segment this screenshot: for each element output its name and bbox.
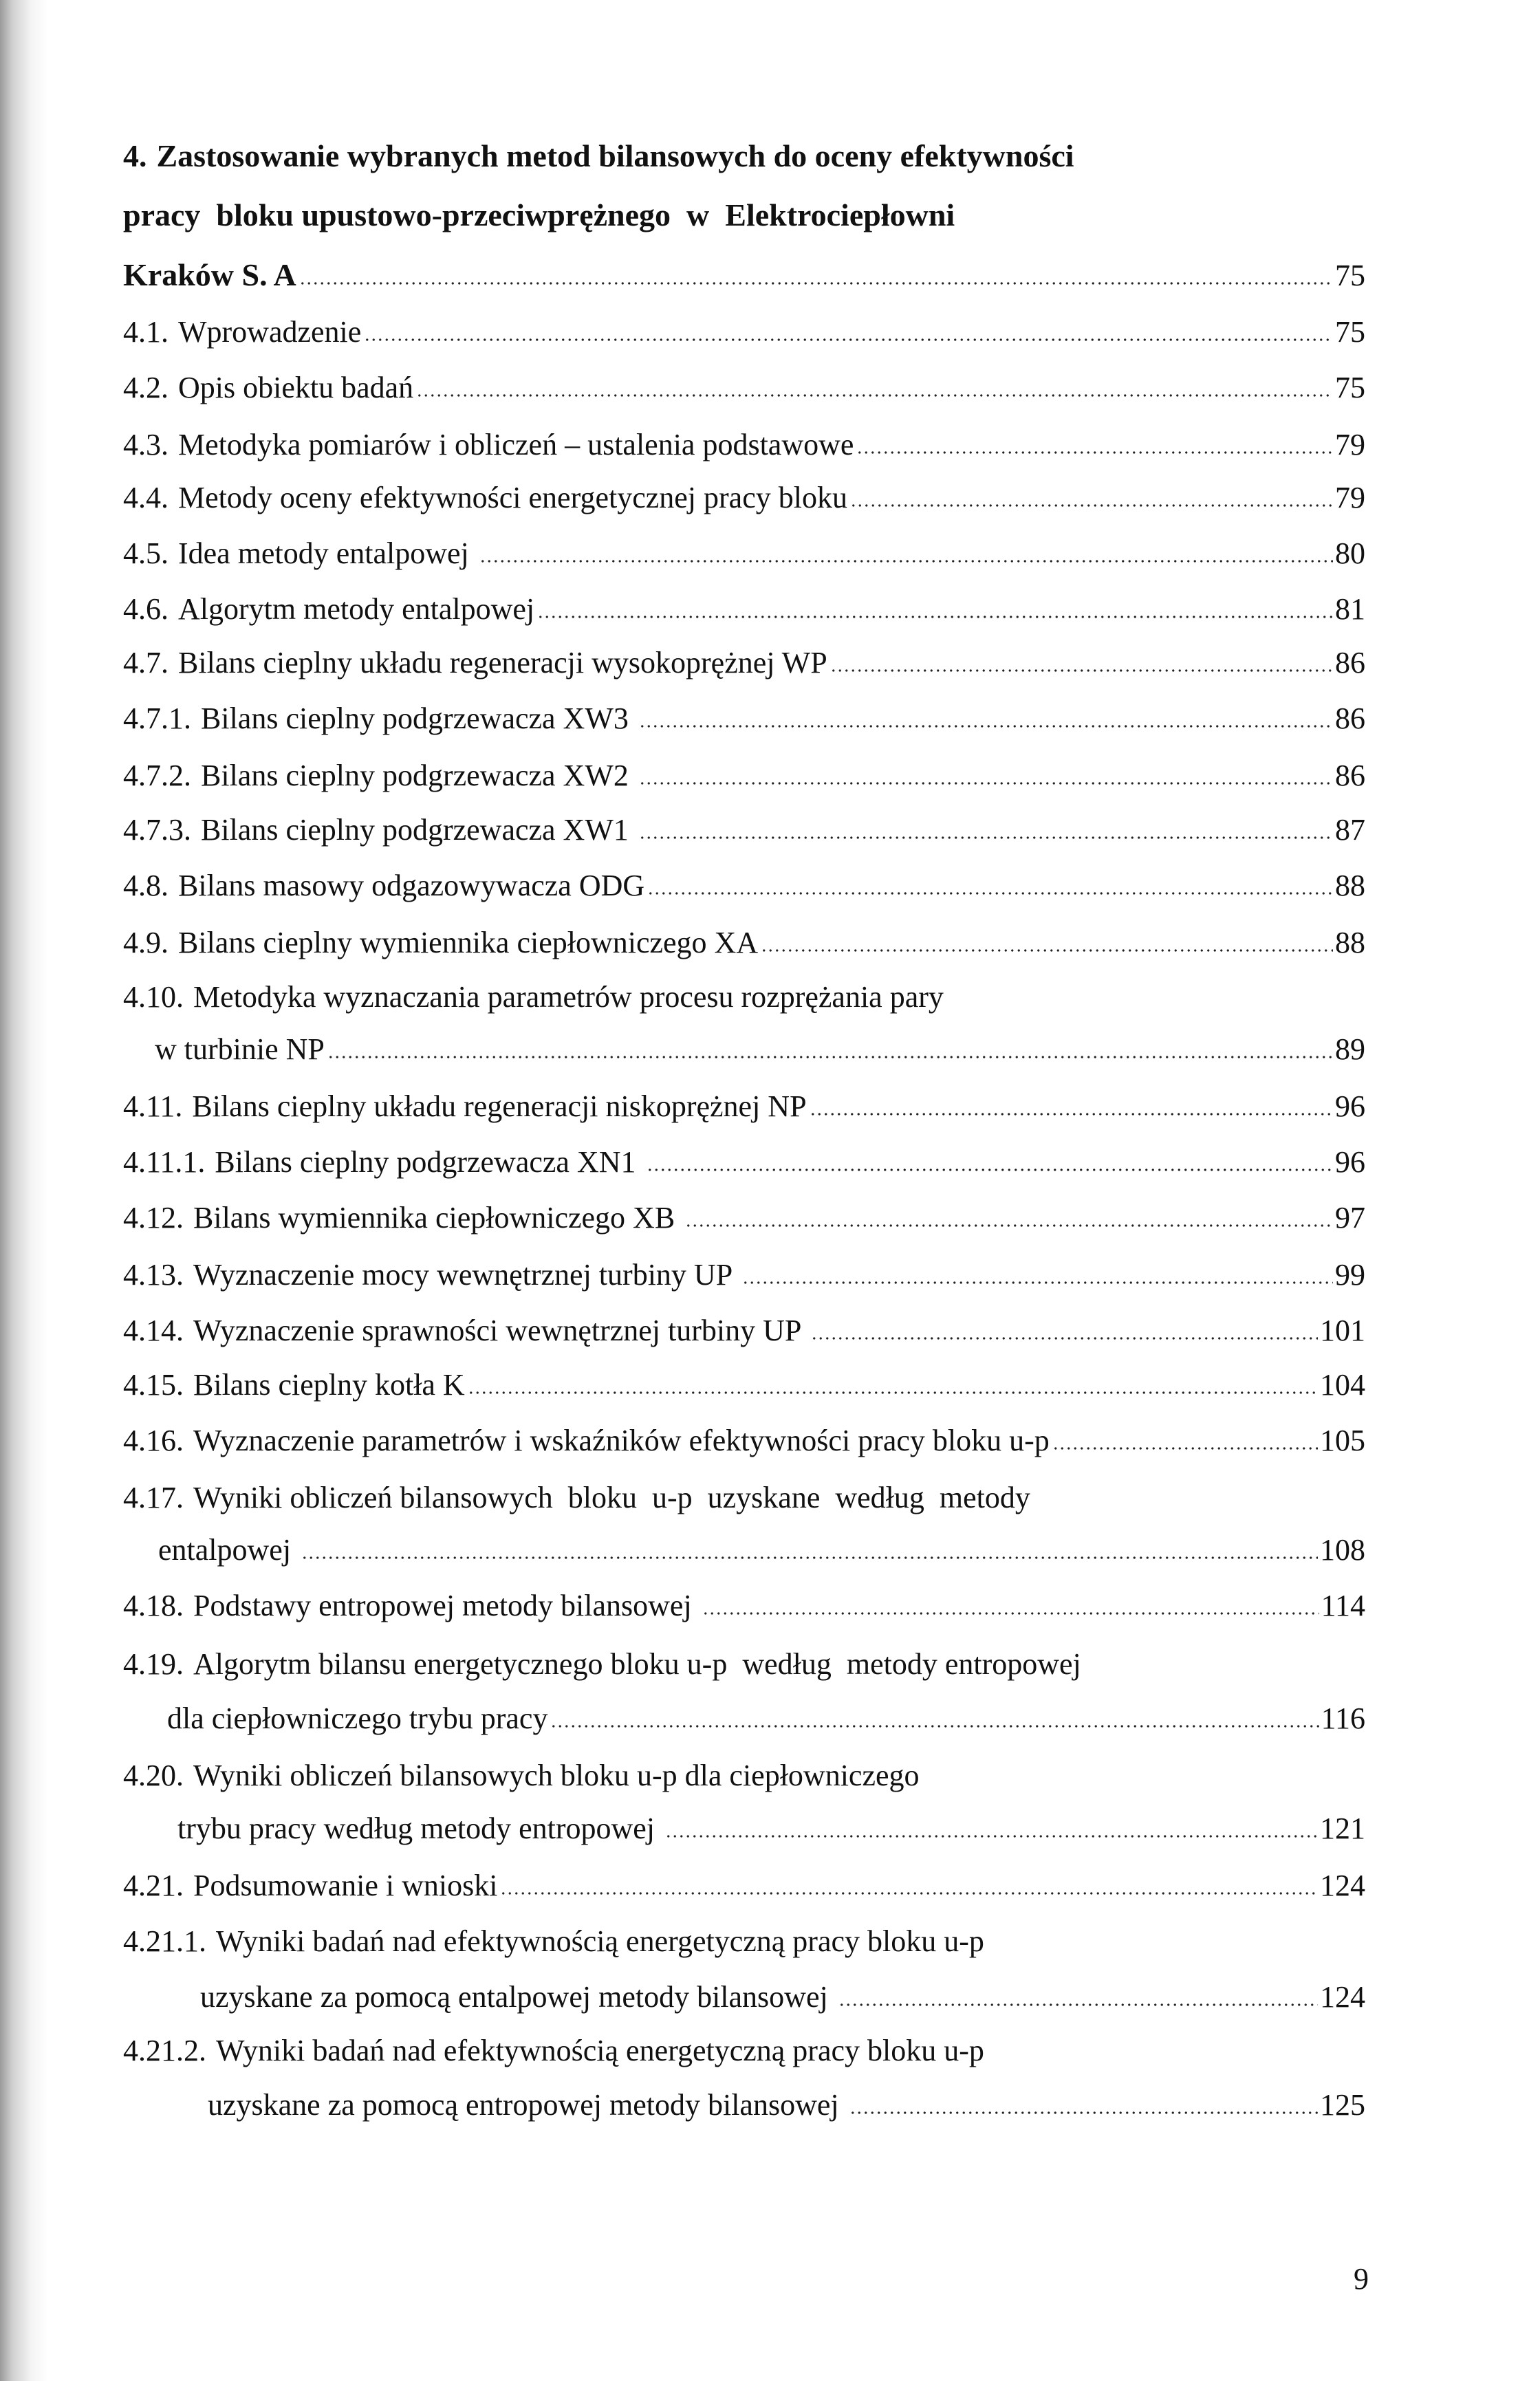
toc-title: Idea metody entalpowej xyxy=(178,536,477,570)
dot-leader xyxy=(647,891,1333,895)
dot-leader xyxy=(299,281,1333,285)
toc-entry xyxy=(0,590,1365,629)
dot-leader xyxy=(416,393,1333,398)
toc-page: 116 xyxy=(1321,1702,1365,1735)
toc-chapter-heading-cont xyxy=(0,196,1365,235)
toc-title: Kraków S. A xyxy=(123,257,296,292)
toc-title: Opis obiektu badań xyxy=(178,371,414,404)
toc-page: 88 xyxy=(1335,869,1365,902)
toc-entry xyxy=(0,1087,1365,1126)
dot-leader xyxy=(479,559,1333,563)
toc-entry xyxy=(0,1312,1365,1350)
toc-title: Bilans cieplny podgrzewacza XW3 xyxy=(201,702,636,735)
toc-page: 96 xyxy=(1335,1145,1365,1179)
dot-leader xyxy=(850,503,1333,508)
scan-edge-shadow xyxy=(0,0,48,2381)
toc-number: 4.1. xyxy=(123,315,169,349)
toc-page: 75 xyxy=(1335,315,1365,349)
toc-entry xyxy=(0,1479,1365,1517)
dot-leader xyxy=(830,668,1333,673)
dot-leader xyxy=(639,836,1333,840)
toc-entry-cont xyxy=(0,1809,1365,1848)
toc-number: 4.15. xyxy=(123,1368,184,1402)
toc-title: Wyznaczenie sprawności wewnętrznej turbiny UP xyxy=(193,1314,808,1347)
toc-title: dla ciepłowniczego trybu pracy xyxy=(167,1702,548,1735)
toc-title: Wyniki badań nad efektywnością energetyczną pracy bloku u-p xyxy=(216,2034,984,2067)
toc-title: Wyniki obliczeń bilansowych bloku u-p uzyskane według metody xyxy=(193,1481,1030,1514)
toc-number: 4.2. xyxy=(123,371,169,404)
toc-page: 97 xyxy=(1335,1201,1365,1235)
toc-entry xyxy=(0,1366,1365,1404)
dot-leader xyxy=(702,1611,1319,1616)
toc-page: 124 xyxy=(1320,1980,1365,2014)
toc-entry xyxy=(0,1922,1365,1961)
toc-page: 86 xyxy=(1335,759,1365,792)
toc-page: 114 xyxy=(1321,1589,1365,1622)
toc-title: Bilans cieplny kotła K xyxy=(193,1368,465,1402)
toc-page: 79 xyxy=(1335,428,1365,461)
toc-page: 101 xyxy=(1320,1314,1365,1347)
toc-page: 80 xyxy=(1335,536,1365,570)
toc-page: 75 xyxy=(1335,371,1365,404)
dot-leader xyxy=(665,1834,1318,1838)
toc-title: uzyskane za pomocą entropowej metody bilansowej xyxy=(208,2088,847,2122)
toc-title: Wyznaczenie parametrów i wskaźników efektywności pracy bloku u-p xyxy=(193,1424,1050,1457)
toc-title: Bilans cieplny wymiennika ciepłowniczego XA xyxy=(178,926,759,959)
toc-number: 4.21.1. xyxy=(123,1924,206,1958)
toc-title: Bilans cieplny podgrzewacza XW2 xyxy=(201,759,636,792)
dot-leader xyxy=(838,2003,1318,2007)
toc-title: Wyniki badań nad efektywnością energetyczną pracy bloku u-p xyxy=(216,1924,984,1958)
toc-title: w turbinie NP xyxy=(155,1032,325,1066)
toc-title: Bilans wymiennika ciepłowniczego XB xyxy=(193,1201,683,1235)
toc-entry-cont xyxy=(0,1978,1365,2016)
toc-page: 121 xyxy=(1320,1812,1365,1845)
toc-title: Bilans cieplny układu regeneracji niskoprężnej NP xyxy=(192,1089,807,1123)
dot-leader xyxy=(742,1281,1333,1285)
toc-entry-cont xyxy=(0,1030,1365,1069)
toc-entry xyxy=(0,313,1365,351)
toc-number: 4.10. xyxy=(123,980,184,1014)
toc-title: Bilans cieplny układu regeneracji wysokoprężnej WP xyxy=(178,646,827,679)
dot-leader xyxy=(810,1112,1333,1116)
toc-number: 4. xyxy=(123,138,147,173)
toc-title: Metodyka wyznaczania parametrów procesu rozprężania pary xyxy=(193,980,944,1014)
dot-leader xyxy=(849,2111,1318,2115)
toc-chapter-heading-cont xyxy=(0,256,1365,294)
toc-number: 4.14. xyxy=(123,1314,184,1347)
toc-page: 81 xyxy=(1335,592,1365,626)
toc-entry xyxy=(0,811,1365,849)
toc-title: Bilans cieplny podgrzewacza XW1 xyxy=(201,813,636,847)
toc-number: 4.18. xyxy=(123,1589,184,1622)
toc-number: 4.20. xyxy=(123,1759,184,1792)
toc-number: 4.8. xyxy=(123,869,169,902)
toc-title: Wyniki obliczeń bilansowych bloku u-p dla ciepłowniczego xyxy=(193,1759,920,1792)
dot-leader xyxy=(468,1391,1318,1395)
toc-number: 4.21.2. xyxy=(123,2034,206,2067)
toc-page: 75 xyxy=(1335,259,1365,292)
toc-number: 4.12. xyxy=(123,1201,184,1235)
toc-page: 86 xyxy=(1335,646,1365,679)
toc-title: Wprowadzenie xyxy=(178,315,362,349)
toc-number: 4.7.2. xyxy=(123,759,191,792)
toc-page: 108 xyxy=(1320,1533,1365,1567)
toc-title: Metody oceny efektywności energetycznej pracy bloku xyxy=(178,481,847,514)
dot-leader xyxy=(685,1224,1333,1228)
toc-number: 4.11.1. xyxy=(123,1145,206,1179)
toc-entry xyxy=(0,1422,1365,1460)
toc-title: uzyskane za pomocą entalpowej metody bilansowej xyxy=(200,1980,836,2014)
toc-entry xyxy=(0,867,1365,905)
toc-number: 4.13. xyxy=(123,1258,184,1292)
toc-number: 4.3. xyxy=(123,428,169,461)
toc-entry xyxy=(0,1867,1365,1905)
dot-leader xyxy=(301,1556,1318,1560)
toc-number: 4.17. xyxy=(123,1481,184,1514)
dot-leader xyxy=(550,1724,1319,1728)
toc-number: 4.21. xyxy=(123,1869,184,1902)
toc-page: 96 xyxy=(1335,1089,1365,1123)
toc-title: Bilans masowy odgazowywacza ODG xyxy=(178,869,645,902)
toc-number: 4.7.1. xyxy=(123,702,191,735)
toc-title: Podstawy entropowej metody bilansowej xyxy=(193,1589,699,1622)
toc-entry-cont xyxy=(0,2086,1365,2124)
toc-entry xyxy=(0,1199,1365,1237)
dot-leader xyxy=(364,338,1333,342)
dot-leader xyxy=(537,615,1333,619)
toc-entry xyxy=(0,2032,1365,2070)
toc-title: Podsumowanie i wnioski xyxy=(193,1869,498,1902)
toc-entry xyxy=(0,534,1365,573)
toc-number: 4.7. xyxy=(123,646,169,679)
toc-number: 4.4. xyxy=(123,481,169,514)
toc-chapter-heading xyxy=(0,137,1365,175)
dot-leader xyxy=(639,781,1333,785)
dot-leader xyxy=(761,948,1333,953)
toc-number: 4.9. xyxy=(123,926,169,959)
toc-title: Algorytm metody entalpowej xyxy=(178,592,535,626)
toc-title: Zastosowanie wybranych metod bilansowych do oceny efektywności xyxy=(156,138,1074,173)
dot-leader xyxy=(856,450,1333,455)
dot-leader xyxy=(811,1336,1318,1340)
dot-leader xyxy=(327,1055,1333,1059)
dot-leader xyxy=(639,724,1333,728)
toc-entry xyxy=(0,757,1365,795)
toc-title: Bilans cieplny podgrzewacza XN1 xyxy=(215,1145,644,1179)
toc-number: 4.7.3. xyxy=(123,813,191,847)
toc-number: 4.19. xyxy=(123,1647,184,1681)
toc-title: Metodyka pomiarów i obliczeń – ustalenia podstawowe xyxy=(178,428,854,461)
toc-entry xyxy=(0,479,1365,517)
toc-entry xyxy=(0,1143,1365,1182)
toc-entry-cont xyxy=(0,1699,1365,1738)
toc-entry xyxy=(0,426,1365,464)
toc-number: 4.6. xyxy=(123,592,169,626)
toc-entry xyxy=(0,699,1365,738)
toc-page: 89 xyxy=(1335,1032,1365,1066)
toc-title: Algorytm bilansu energetycznego bloku u-p według metody entropowej xyxy=(193,1647,1081,1681)
dot-leader xyxy=(1052,1446,1318,1450)
toc-number: 4.16. xyxy=(123,1424,184,1457)
toc-entry xyxy=(0,1256,1365,1294)
dot-leader xyxy=(500,1891,1318,1895)
toc-page: 86 xyxy=(1335,702,1365,735)
page-number: 9 xyxy=(1354,2262,1369,2296)
toc-title: pracy bloku upustowo-przeciwprężnego w Elektrociepłowni xyxy=(123,197,955,232)
toc-number: 4.11. xyxy=(123,1089,183,1123)
toc-page: 105 xyxy=(1320,1424,1365,1457)
toc-page: 124 xyxy=(1320,1869,1365,1902)
toc-page: 104 xyxy=(1320,1368,1365,1402)
toc-page: 79 xyxy=(1335,481,1365,514)
toc-entry xyxy=(0,369,1365,407)
toc-page: 125 xyxy=(1320,2088,1365,2122)
toc-entry xyxy=(0,1645,1365,1684)
toc-title: trybu pracy według metody entropowej xyxy=(177,1812,663,1845)
dot-leader xyxy=(647,1168,1334,1172)
toc-page: 88 xyxy=(1335,926,1365,959)
toc-entry-cont xyxy=(0,1531,1365,1569)
toc-entry xyxy=(0,978,1365,1016)
toc-page: 87 xyxy=(1335,813,1365,847)
toc-number: 4.5. xyxy=(123,536,169,570)
toc-entry xyxy=(0,1757,1365,1795)
toc-title: entalpowej xyxy=(158,1533,299,1567)
toc-title: Wyznaczenie mocy wewnętrznej turbiny UP xyxy=(193,1258,739,1292)
toc-page: 99 xyxy=(1335,1258,1365,1292)
toc-entry xyxy=(0,1587,1365,1625)
toc-entry xyxy=(0,924,1365,962)
toc-entry xyxy=(0,644,1365,682)
